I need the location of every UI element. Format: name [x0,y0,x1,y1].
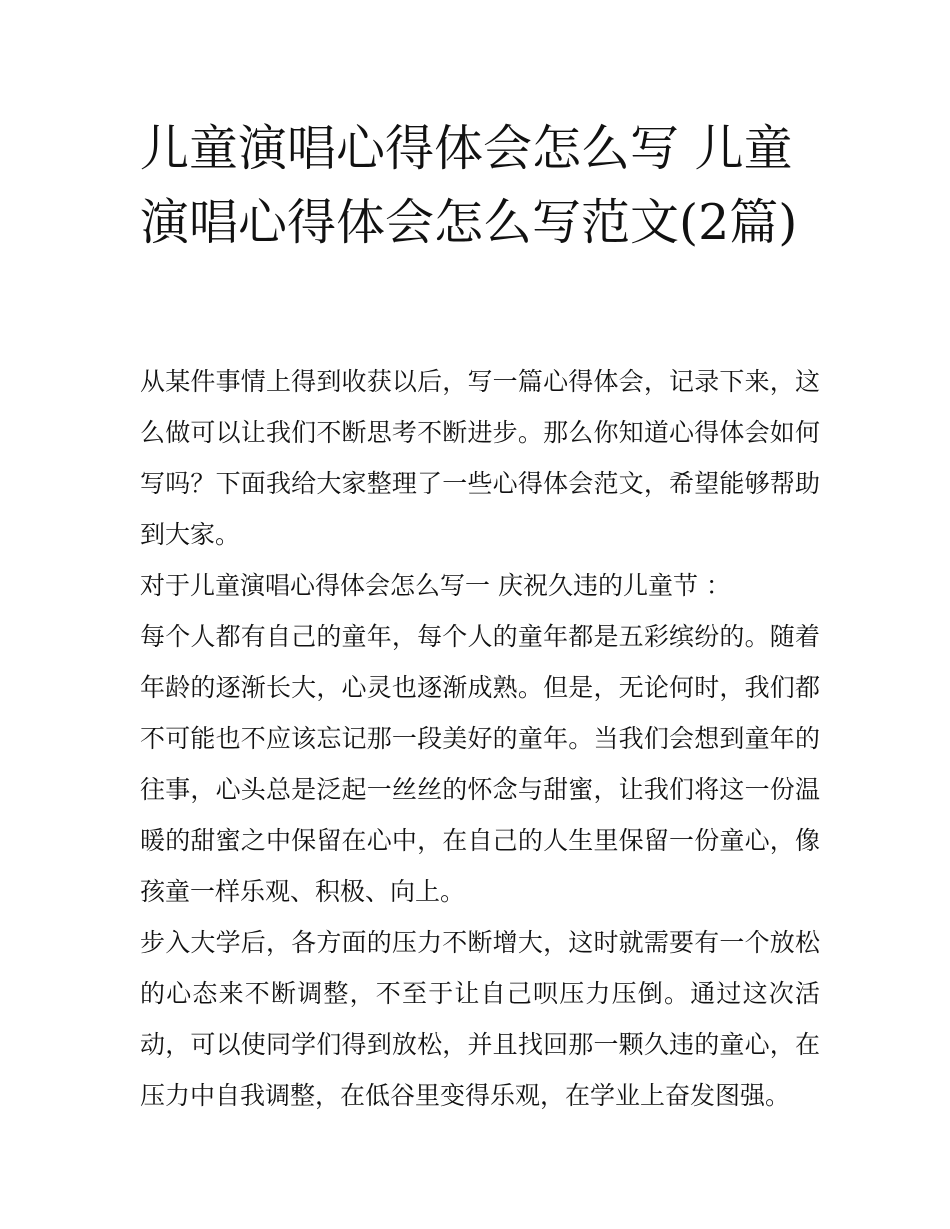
body-paragraph: 步入大学后，各方面的压力不断增大，这时就需要有一个放松的心态来不断调整，不至于让自己呗压力压倒。通过这次活动，可以使同学们得到放松，并且找回那一颗久违的童心，在压力中自我调整，在低谷里变得乐观，在学业上奋发图强。 [140,928,820,1110]
intro-paragraph: 从某件事情上得到收获以后，写一篇心得体会，记录下来，这么做可以让我们不断思考不断进步。那么你知道心得体会如何写吗？下面我给大家整理了一些心得体会范文，希望能够帮助到大家。 [140,367,820,549]
body-paragraph: 每个人都有自己的童年，每个人的童年都是五彩缤纷的。随着年龄的逐渐长大，心灵也逐渐成熟。但是，无论何时，我们都不可能也不应该忘记那一段美好的童年。当我们会想到童年的往事，心头总是泛起一丝丝的怀念与甜蜜，让我们将这一份温暖的甜蜜之中保留在心中，在自己的人生里保留一份童心，像孩童一样乐观、积极、向上。 [140,622,820,906]
document-title: 儿童演唱心得体会怎么写 儿童演唱心得体会怎么写范文(2篇) [140,120,798,251]
document-body [140,356,820,1121]
section-heading: 对于儿童演唱心得体会怎么写一 庆祝久违的儿童节 ： [140,571,731,600]
